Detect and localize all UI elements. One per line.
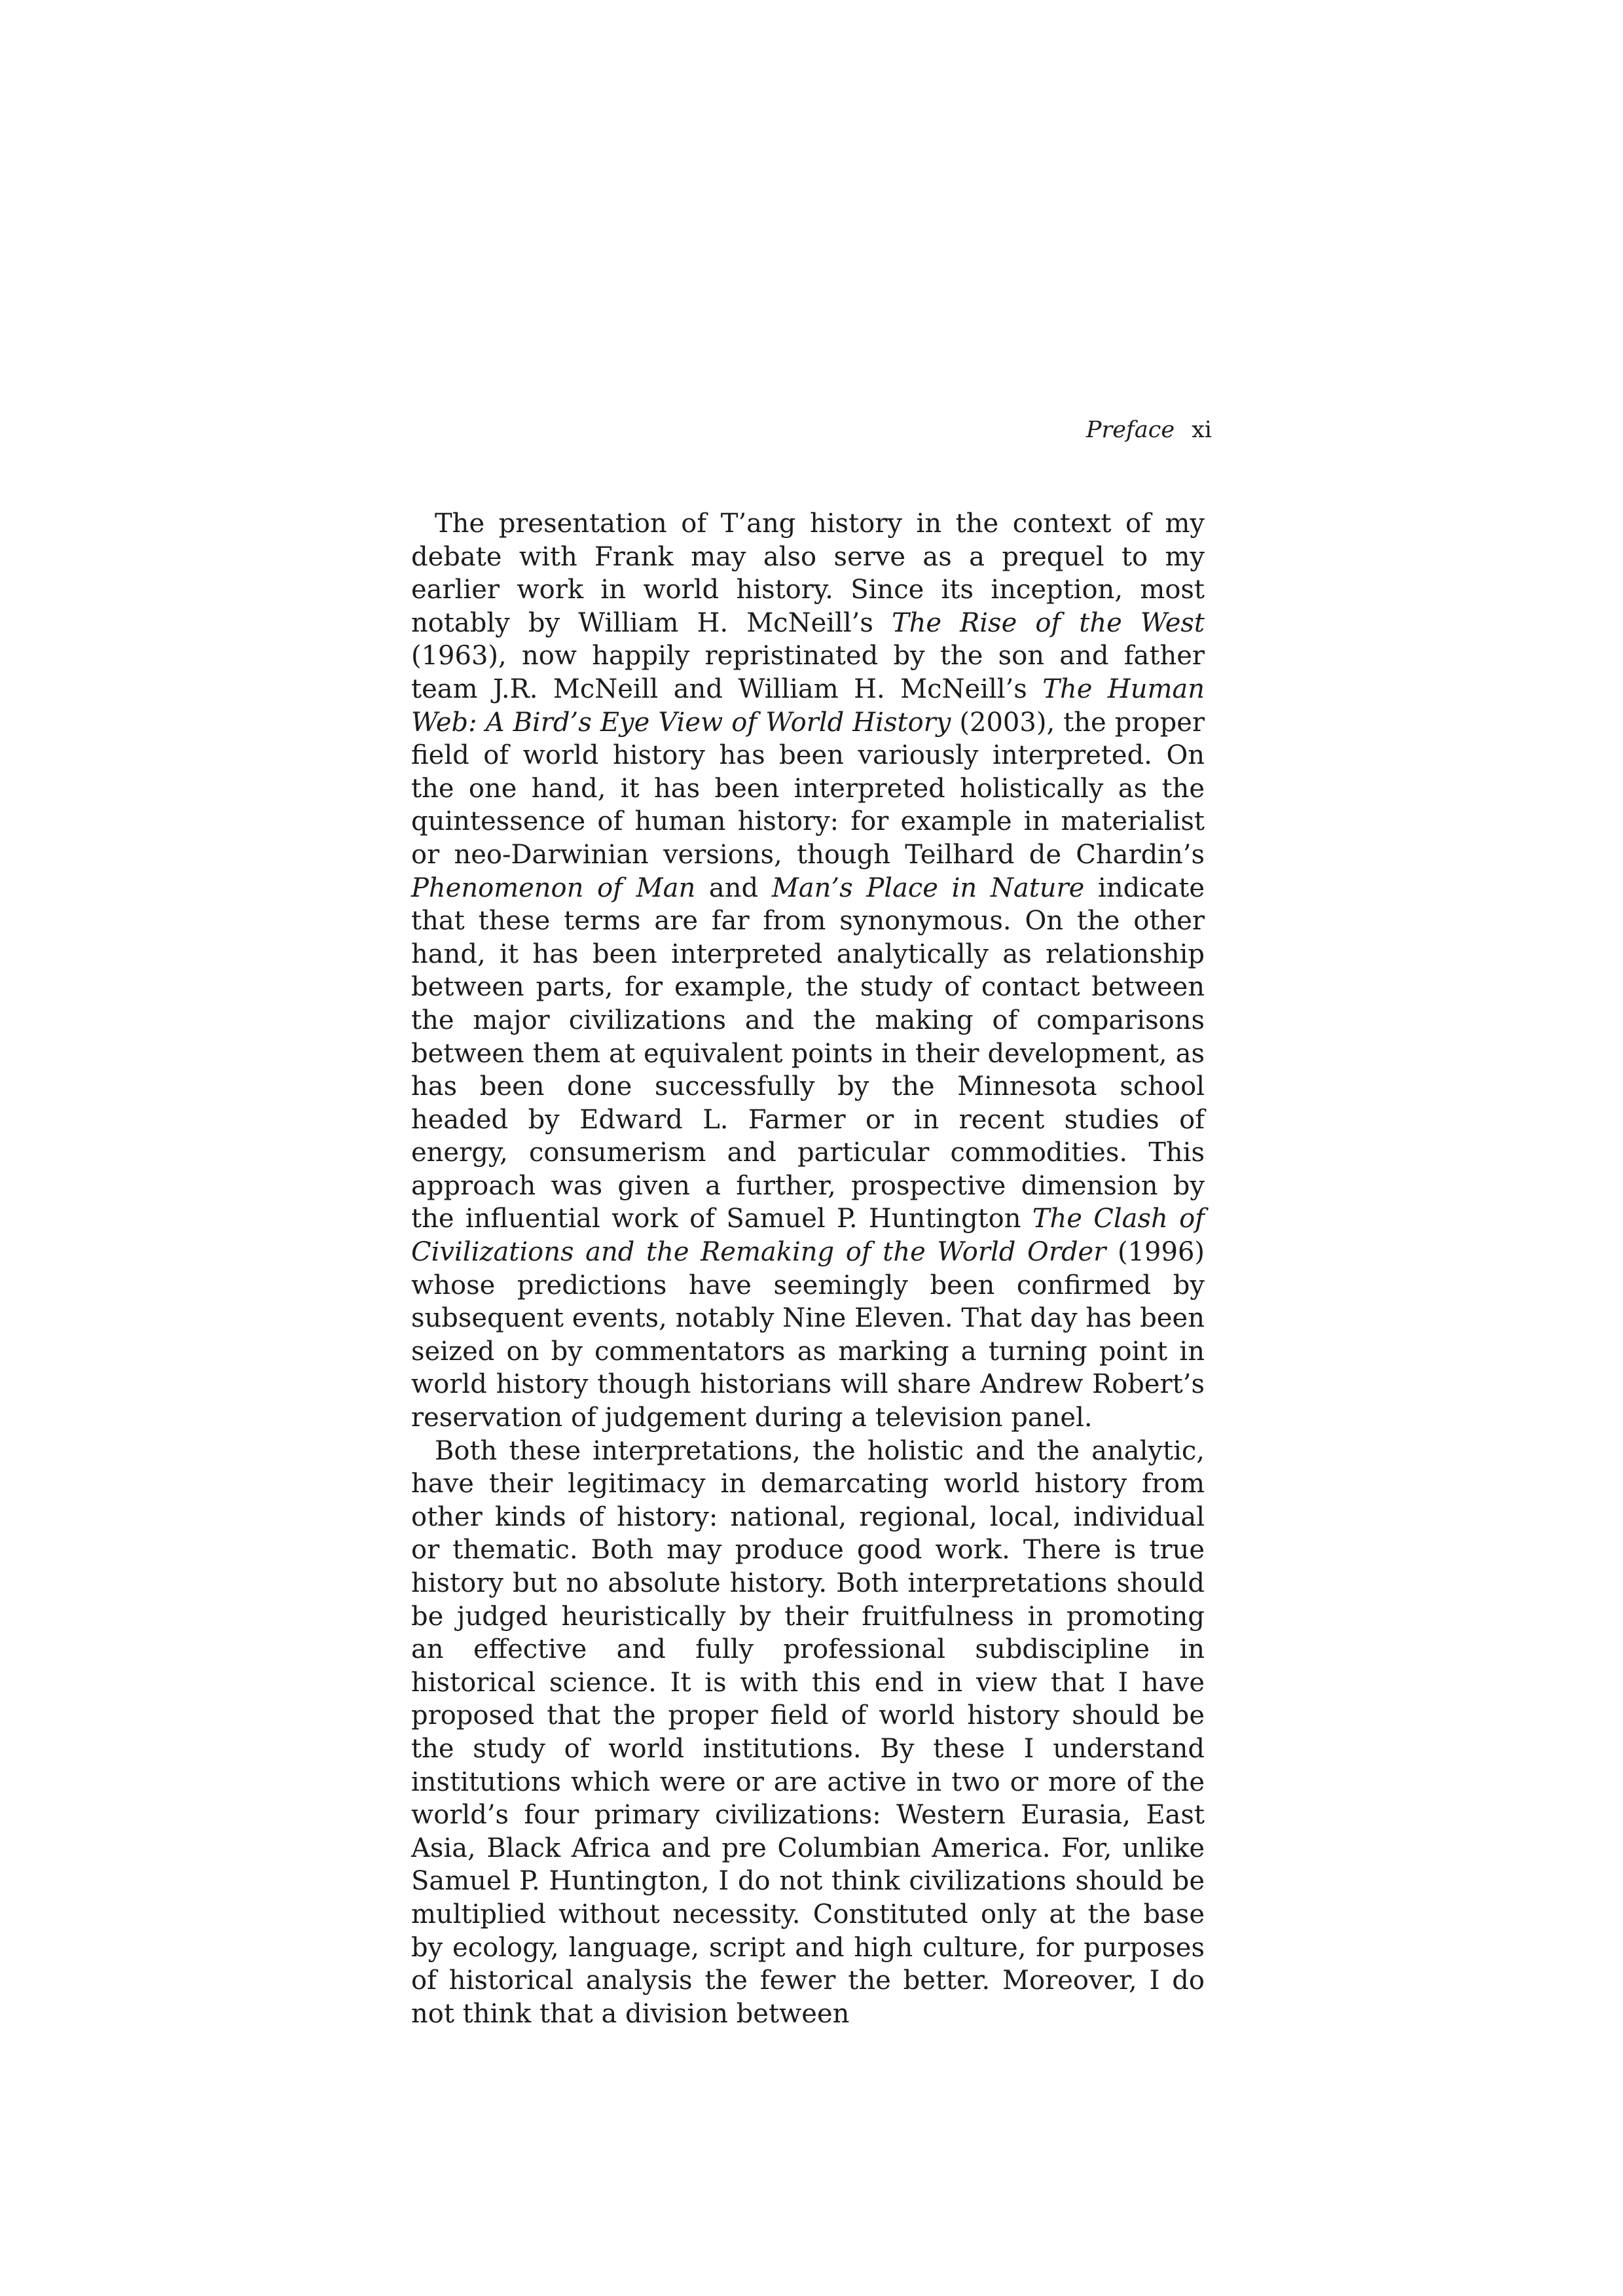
text-run: Both these interpretations, the holistic and the analytic, have their legitimacy in demarcating world history from other kinds of history: national, regional, local, individual or thematic. Both may produce good work. There is true history but no absolute history. Both interpretations should be judged heuristically by their fruitfulness in promoting an effective and fully professional subdiscipline in historical science. It is with this end in view that I have proposed that the proper field of world history should be the study of world institutions. By these I understand institutions which were or are active in two or more of the world’s four primary civilizations: Western Eurasia, East Asia, Black Africa and pre Columbian America. For, unlike Samuel P. Huntington, I do not think civilizations should be multiplied without necessity. Constituted only at the base by ecology, language, script and high culture, for purposes of historical analysis the fewer the better. Moreover, I do not think that a division between: [411, 1435, 1205, 2029]
body-text: [411, 507, 1205, 2030]
paragraph: [411, 1435, 1205, 2031]
text-run: (1963), now happily repristinated by the son and father team J.R. McNeill and William H. McNeill’s: [411, 641, 1205, 704]
book-title: Phenomenon of Man: [411, 872, 696, 903]
text-run: (1996) whose predictions have seemingly been confirmed by subsequent events, notably Nine Eleven. That day has been seized on by commentators as marking a turning point in world history though historians will share Andrew Robert’s reservation of judgement during a television panel.: [411, 1237, 1205, 1433]
text-run: The presentation of T’ang history in the context of my debate with Frank may also serve as a prequel to my earlier work in world history. Since its inception, most notably by William H. McNeill’s: [411, 509, 1205, 638]
book-title: The Rise of the West: [891, 607, 1205, 638]
text-run: and: [695, 872, 772, 903]
paragraph: [411, 507, 1205, 1435]
book-title: The Clash of Civilizations and the Remaking of the World Order: [411, 1204, 1205, 1268]
text-run: indicate that these terms are far from synonymous. On the other hand, it has been interpreted analytically as relationship between parts, for example, the study of contact between the major civilizations and the making of comparisons between them at equivalent points in their development, as has been done successfully by the Minnesota school headed by Edward L. Farmer or in recent studies of energy, consumerism and particular commodities. This approach was given a further, prospective dimension by the influential work of Samuel P. Huntington: [411, 872, 1205, 1234]
book-title: The Human Web: A Bird’s Eye View of World History: [411, 673, 1205, 738]
page-number: xi: [1192, 417, 1212, 443]
running-head: [1086, 414, 1212, 446]
book-title: Man’s Place in Nature: [771, 872, 1085, 903]
text-run: (2003), the proper field of world history has been variously interpreted. On the one hand, it has been interpreted holistically as the quintessence of human history: for example in materialist or neo-Darwinian versions, though Teilhard de Chardin’s: [411, 707, 1205, 870]
running-head-title: Preface: [1085, 417, 1175, 443]
